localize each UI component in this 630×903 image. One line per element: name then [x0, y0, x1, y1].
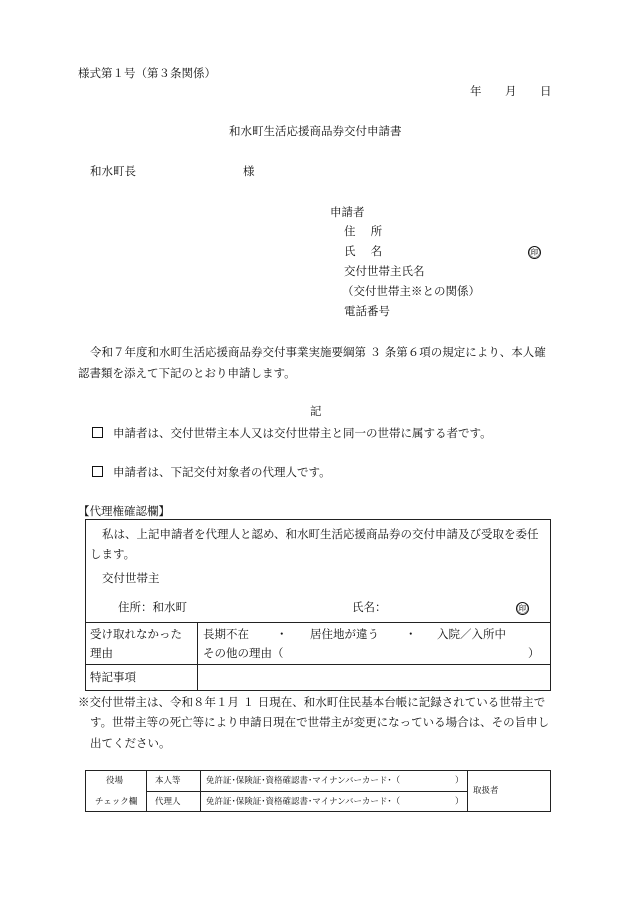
addressee: 和水町長: [90, 164, 136, 178]
date-year-label: 年: [470, 84, 482, 98]
office-row1-docs: 免許証･保険証･資格確認書･マイナンバーカード･（: [206, 776, 401, 786]
office-label-1: 役場: [106, 776, 124, 786]
addressee-honorific: 様: [243, 164, 255, 178]
special-notes-label: 特記事項: [90, 670, 136, 684]
option-proxy: [92, 466, 331, 479]
reason-separator: ・: [276, 627, 288, 641]
householder-relation-label: （交付世帯主※との関係）: [342, 284, 480, 298]
option-text: 申請者は、交付世帯主本人又は交付世帯主と同一の世帯に属する者です。: [113, 426, 492, 440]
office-row2-close: ）: [455, 797, 464, 807]
proxy-heading: 【代理権確認欄】: [78, 504, 170, 518]
seal-mark: ㊞: [529, 246, 540, 259]
form-number: 様式第１号（第３条関係）: [78, 66, 216, 80]
reason-label-2: 理由: [90, 646, 113, 660]
date-month-label: 月: [505, 84, 517, 98]
applicant-seal: [528, 246, 541, 259]
note-line-1: ※交付世帯主は、令和８年１月 １ 日現在、和水町住民基本台帳に記録されている世帯主で: [78, 695, 546, 709]
reason-different-residence: 居住地が違う: [310, 627, 379, 641]
table-divider: [85, 622, 551, 623]
table-divider: [85, 664, 551, 665]
note-line-2: す。世帯主等の死亡等により申請日現在で世帯主が変更になっている場合は、その旨申し: [90, 715, 550, 729]
option-text: 申請者は、下記交付対象者の代理人です。: [113, 465, 331, 479]
document-title: 和水町生活応援商品券交付申請書: [229, 124, 402, 138]
reason-separator: ・: [405, 627, 417, 641]
reason-label-1: 受け取れなかった: [90, 627, 182, 641]
seal-mark: ㊞: [517, 602, 528, 615]
proxy-text-1: 私は、上記申請者を代理人と認め、和水町生活応援商品券の交付申請及び受取を委任: [102, 527, 539, 541]
date-day-label: 日: [540, 84, 552, 98]
reason-other-close: ）: [528, 646, 540, 660]
intro-line-1: 令和７年度和水町生活応援商品券交付事業実施要綱第 ３ 条第６項の規定により、本人確: [90, 345, 546, 359]
proxy-householder-label: 交付世帯主: [102, 571, 160, 585]
office-label-2: チェック欄: [95, 797, 138, 807]
option-same-household: [92, 427, 492, 440]
applicant-name-label: 氏 名: [344, 244, 383, 258]
intro-line-2: 認書類を添えて下記のとおり申請します。: [78, 366, 296, 380]
note-line-3: 出てください。: [90, 736, 171, 750]
office-handler-label: 取扱者: [473, 786, 499, 796]
applicant-heading: 申請者: [330, 205, 365, 219]
phone-label: 電話番号: [344, 304, 390, 318]
office-row2-docs: 免許証･保険証･資格確認書･マイナンバーカード･（: [206, 797, 401, 807]
office-row1-close: ）: [455, 776, 464, 786]
applicant-address-label: 住 所: [344, 224, 383, 238]
checkbox[interactable]: [92, 427, 103, 438]
ki-heading: 記: [310, 404, 322, 418]
checkbox[interactable]: [92, 466, 103, 477]
office-row1-who: 本人等: [155, 776, 181, 786]
proxy-address-label: 住所：和水町: [118, 600, 187, 614]
reason-long-absence: 長期不在: [203, 627, 249, 641]
proxy-text-2: します。: [90, 547, 136, 561]
householder-name-label: 交付世帯主氏名: [344, 264, 425, 278]
proxy-name-label: 氏名：: [352, 600, 387, 614]
table-divider: [467, 770, 468, 812]
office-row2-who: 代理人: [155, 797, 181, 807]
table-divider: [146, 791, 467, 792]
reason-hospitalized: 入院／入所中: [437, 627, 506, 641]
table-divider: [197, 622, 198, 691]
proxy-seal: [516, 602, 529, 615]
reason-other-label: その他の理由（: [203, 646, 284, 660]
